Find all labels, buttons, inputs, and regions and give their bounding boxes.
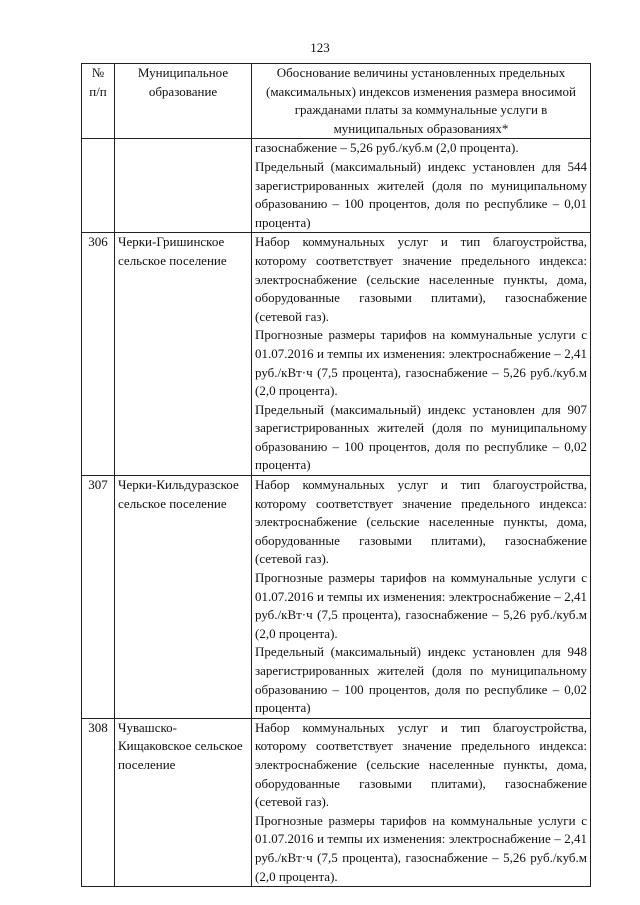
header-num: № п/п — [82, 64, 115, 139]
header-basis: Обоснование величины установленных предельных (максимальных) индексов изменения размера вносимой гражданами платы за коммунальные услуги в муниципальных образованиях* — [252, 64, 591, 139]
table-row — [82, 476, 591, 719]
indices-table — [81, 63, 591, 887]
table-header-row — [82, 64, 591, 139]
services-paragraph: Набор коммунальных услуг и тип благоустройства, которому соответствует значение предельного индекса: электроснабжение (сельские населенные пункты, дома, оборудованные газовыми плитами), газоснабжение (сетевой газ). — [255, 234, 587, 324]
row-number: 307 — [82, 476, 115, 719]
basis-cell — [252, 718, 591, 886]
table-row — [82, 233, 591, 476]
services-paragraph: Набор коммунальных услуг и тип благоустройства, которому соответствует значение предельного индекса: электроснабжение (сельские населенные пункты, дома, оборудованные газовыми плитами), газоснабжение (сетевой газ). — [255, 477, 587, 567]
table-row-continuation — [82, 139, 591, 233]
tariffs-paragraph: Прогнозные размеры тарифов на коммунальные услуги с 01.07.2016 и темпы их изменения: электроснабжение – 2,41 руб./кВт·ч (7,5 процента), газоснабжение – 5,26 руб./куб.м (2,0 процента). — [255, 570, 587, 641]
page-number: 123 — [310, 40, 330, 55]
tariffs-paragraph: Прогнозные размеры тарифов на коммунальные услуги с 01.07.2016 и темпы их изменения: электроснабжение – 2,41 руб./кВт·ч (7,5 процента), газоснабжение – 5,26 руб./куб.м (2,0 процента). — [255, 812, 587, 884]
row-number: 308 — [82, 718, 115, 886]
basis-cell — [252, 233, 591, 476]
continuation-line-2: Предельный (максимальный) индекс установлен для 544 зарегистрированных жителей (доля по муниципальному образованию – 100 процентов, доля по республике – 0,01 процента) — [255, 158, 587, 230]
basis-cell — [252, 476, 591, 719]
continuation-line-1: газоснабжение – 5,26 руб./куб.м (2,0 процента). — [255, 140, 519, 156]
tariffs-paragraph: Прогнозные размеры тарифов на коммунальные услуги с 01.07.2016 и темпы их изменения: электроснабжение – 2,41 руб./кВт·ч (7,5 процента), газоснабжение – 5,26 руб./куб.м (2,0 процента). — [255, 327, 587, 399]
row-number: 306 — [82, 233, 115, 476]
municipality-name: Черки-Кильдуразское сельское поселение — [115, 476, 252, 719]
services-paragraph: Набор коммунальных услуг и тип благоустройства, которому соответствует значение предельного индекса: электроснабжение (сельские населенные пункты, дома, оборудованные газовыми плитами), газоснабжение (сетевой газ). — [255, 719, 587, 810]
municipality-name: Чувашско-Кищаковское сельское поселение — [115, 718, 252, 886]
index-paragraph: Предельный (максимальный) индекс установлен для 907 зарегистрированных жителей (доля по муниципальному образованию – 100 процентов, доля по республике – 0,02 процента) — [255, 401, 587, 473]
municipality-name: Черки-Гришинское сельское поселение — [115, 233, 252, 476]
header-municipality: Муниципальное образование — [115, 64, 252, 139]
table-row — [82, 718, 591, 886]
index-paragraph: Предельный (максимальный) индекс установлен для 948 зарегистрированных жителей (доля по муниципальному образованию – 100 процентов, доля по республике – 0,02 процента) — [255, 644, 587, 716]
